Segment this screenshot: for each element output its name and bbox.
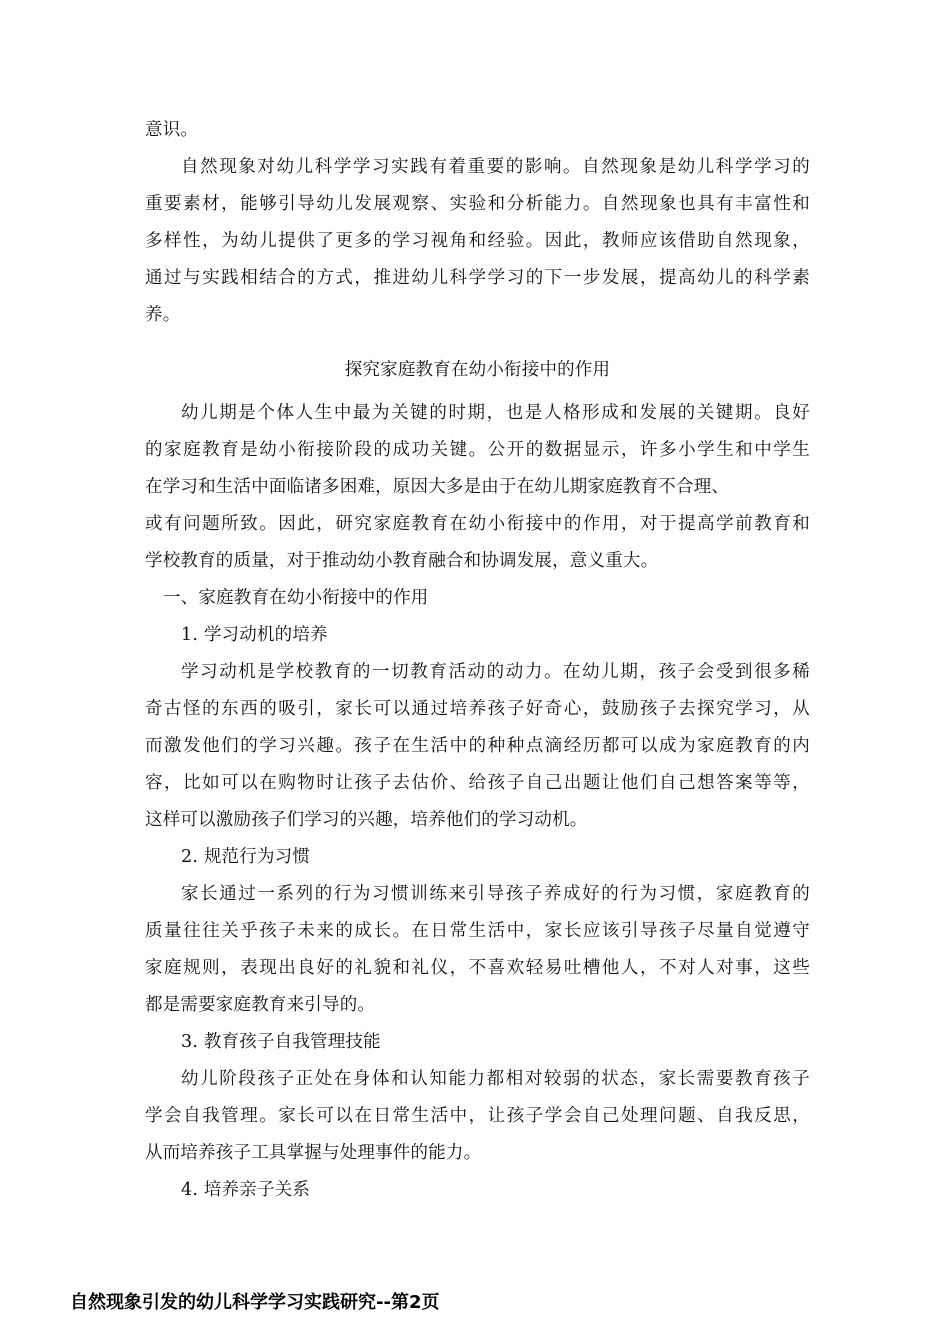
page-footer: 自然现象引发的幼儿科学学习实践研究--第2页 — [70, 1292, 440, 1313]
paragraph-motivation — [145, 654, 810, 839]
text-line: 在学习和生活中面临诸多困难，原因大多是由于在幼儿期家庭教育不合理、 — [145, 477, 730, 497]
article-title: 探究家庭教育在幼小衔接中的作用 — [344, 360, 611, 380]
paragraph-importance — [145, 395, 810, 580]
paragraph-habits — [145, 876, 810, 1024]
text-line: 学习动机是学校教育的一切教育活动的动力。在幼儿期，孩子会受到很多稀 — [181, 662, 810, 682]
subsection-heading: 4. 培养亲子关系 — [181, 1180, 311, 1200]
text-line: 多样性，为幼儿提供了更多的学习视角和经验。因此，教师应该借助自然现象， — [145, 231, 810, 251]
text-line: 养。 — [145, 305, 181, 325]
subsection-heading: 2. 规范行为习惯 — [181, 847, 311, 867]
text-line: 质量往往关乎孩子未来的成长。在日常生活中，家长应该引导孩子尽量自觉遵守 — [145, 921, 810, 941]
text-line: 容，比如可以在购物时让孩子去估价、给孩子自己出题让他们自己想答案等等， — [145, 773, 810, 793]
subsection-heading: 3. 教育孩子自我管理技能 — [181, 1032, 381, 1052]
text-line: 奇古怪的东西的吸引，家长可以通过培养孩子好奇心，鼓励孩子去探究学习，从 — [145, 699, 810, 719]
text-line: 的家庭教育是幼小衔接阶段的成功关键。公开的数据显示，许多小学生和中学生 — [145, 440, 810, 460]
text-line: 意识。 — [145, 120, 199, 140]
text-line: 学会自我管理。家长可以在日常生活中，让孩子学会自己处理问题、自我反思， — [145, 1106, 810, 1126]
text-line: 通过与实践相结合的方式，推进幼儿科学学习的下一步发展，提高幼儿的科学素 — [145, 268, 810, 288]
document-body — [145, 112, 810, 1209]
text-line: 家长通过一系列的行为习惯训练来引导孩子养成好的行为习惯，家庭教育的 — [181, 884, 810, 904]
text-line: 重要素材，能够引导幼儿发展观察、实验和分析能力。自然现象也具有丰富性和 — [145, 194, 810, 214]
text-line: 而激发他们的学习兴趣。孩子在生活中的种种点滴经历都可以成为家庭教育的内 — [145, 736, 810, 756]
text-line: 自然现象对幼儿科学学习实践有着重要的影响。自然现象是幼儿科学学习的 — [181, 157, 810, 177]
paragraph-nature — [145, 149, 810, 334]
text-line: 幼儿阶段孩子正处在身体和认知能力都相对较弱的状态，家长需要教育孩子 — [181, 1069, 810, 1089]
subsection-heading: 1. 学习动机的培养 — [181, 625, 328, 645]
text-line: 这样可以激励孩子们学习的兴趣，培养他们的学习动机。 — [145, 810, 588, 830]
text-line: 幼儿期是个体人生中最为关键的时期，也是人格形成和发展的关键期。良好 — [181, 403, 810, 423]
text-line: 学校教育的质量，对于推动幼小教育融合和协调发展，意义重大。 — [145, 551, 659, 571]
text-line: 或有问题所致。因此，研究家庭教育在幼小衔接中的作用，对于提高学前教育和 — [145, 514, 810, 534]
text-line: 都是需要家庭教育来引导的。 — [145, 995, 376, 1015]
section-heading: 一、家庭教育在幼小衔接中的作用 — [163, 588, 429, 608]
text-line: 家庭规则，表现出良好的礼貌和礼仪，不喜欢轻易吐槽他人，不对人对事，这些 — [145, 958, 810, 978]
text-line: 从而培养孩子工具掌握与处理事件的能力。 — [145, 1143, 482, 1163]
paragraph-self-management — [145, 1061, 810, 1172]
